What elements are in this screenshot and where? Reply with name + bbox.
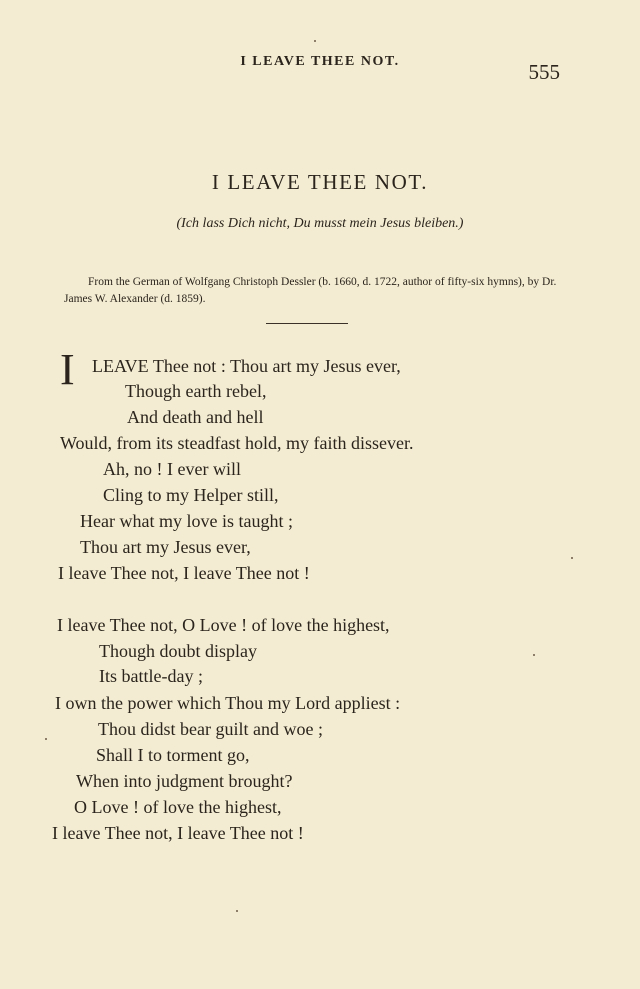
verse-line: I leave Thee not, I leave Thee not ! — [58, 563, 310, 583]
verse-line: Though earth rebel, — [125, 381, 267, 401]
verse-line: Hear what my love is taught ; — [80, 511, 293, 531]
drop-cap: I — [60, 345, 75, 394]
paper-speck — [314, 40, 316, 42]
paper-speck — [236, 910, 238, 912]
paper-speck — [533, 654, 535, 656]
paper-speck — [571, 557, 573, 559]
running-head: I LEAVE THEE NOT. — [240, 54, 400, 69]
verse-line: Cling to my Helper still, — [103, 485, 279, 505]
verse-line: And death and hell — [127, 407, 264, 427]
paper-speck — [45, 738, 47, 740]
verse-line: LEAVE Thee not : Thou art my Jesus ever, — [92, 356, 401, 376]
translation-attribution: From the German of Wolfgang Christoph Dessler (b. 1660, d. 1722, author of fifty-six hymns), by Dr. James W. Alexander (d. 1859). — [64, 276, 557, 305]
verse-line: O Love ! of love the highest, — [74, 797, 282, 817]
verse-line: Ah, no ! I ever will — [103, 459, 241, 479]
verse-line: Though doubt display — [99, 641, 257, 661]
section-divider — [266, 323, 348, 324]
verse-line: I own the power which Thou my Lord appliest : — [55, 693, 401, 713]
page-number: 555 — [528, 60, 560, 84]
verse-line: I leave Thee not, I leave Thee not ! — [52, 823, 304, 843]
verse-line: Would, from its steadfast hold, my faith dissever. — [60, 433, 414, 453]
verse-line: Shall I to torment go, — [96, 745, 250, 765]
verse-line: I leave Thee not, O Love ! of love the highest, — [57, 615, 390, 635]
verse-line: Its battle-day ; — [99, 666, 203, 686]
verse-line: When into judgment brought? — [76, 771, 293, 791]
original-german-title: (Ich lass Dich nicht, Du musst mein Jesus bleiben.) — [176, 216, 464, 231]
hymn-title: I LEAVE THEE NOT. — [211, 170, 429, 194]
verse-line: Thou didst bear guilt and woe ; — [98, 719, 323, 739]
verse-line: Thou art my Jesus ever, — [80, 537, 251, 557]
